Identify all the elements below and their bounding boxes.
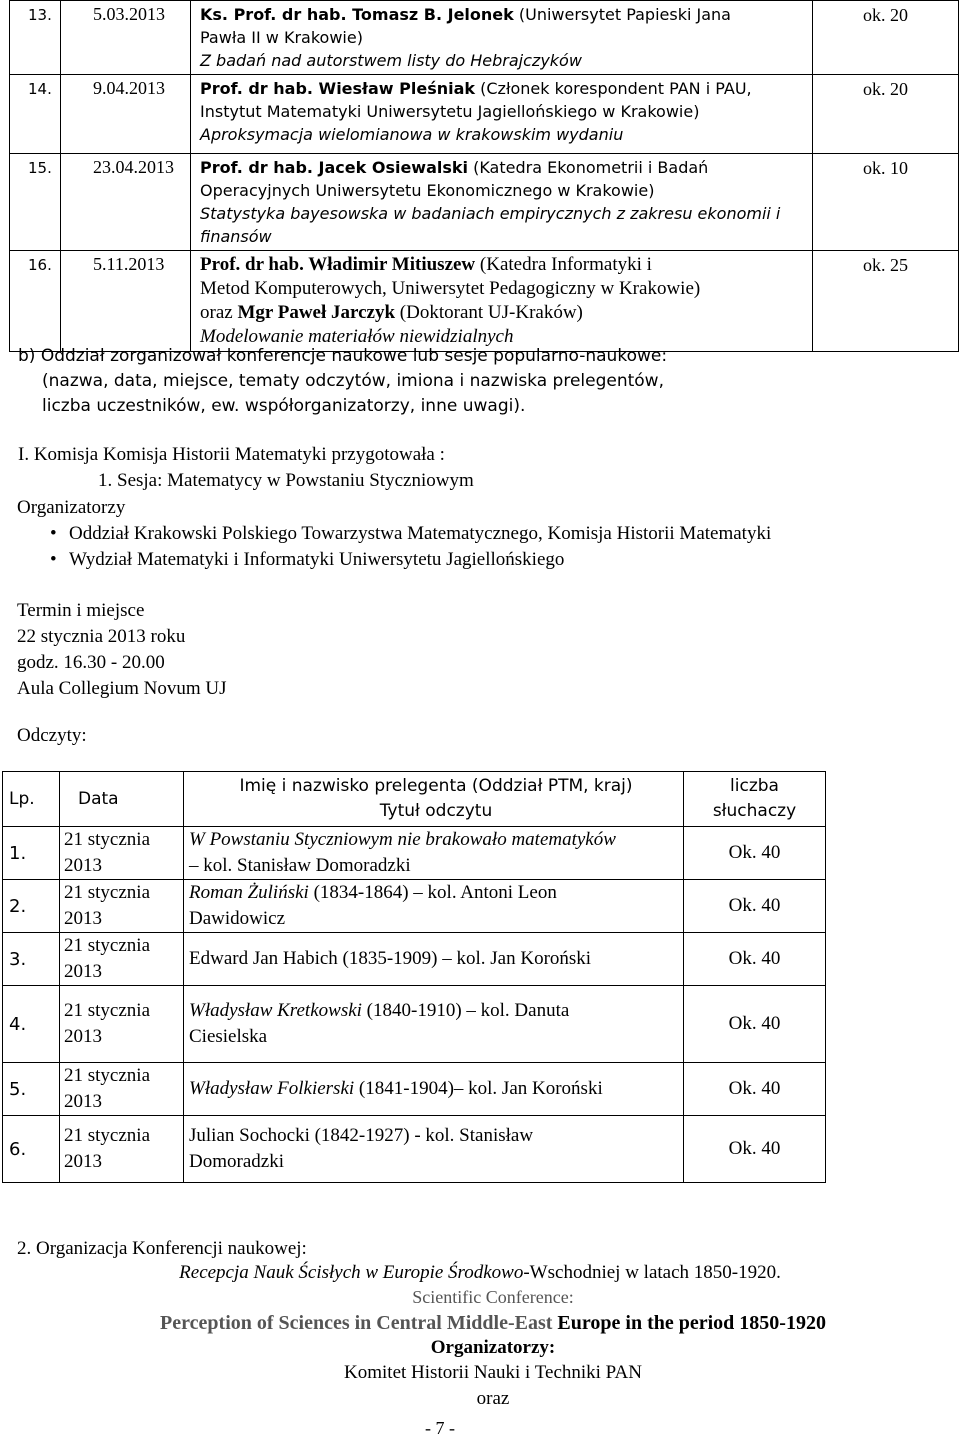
lecture-title-text: Dawidowicz (189, 908, 286, 929)
lecture-title-line (189, 880, 683, 906)
seminar-description-line (200, 49, 812, 72)
lecture-audience-count: Ok. 40 (684, 880, 826, 933)
organizer-item-2 (17, 549, 564, 571)
conference-organizers-label: Organizatorzy: (430, 1337, 556, 1358)
seminar-number: 13. (10, 1, 61, 75)
seminar-description-line (200, 77, 812, 100)
seminar-date: 9.04.2013 (61, 75, 191, 154)
lectures-label: Odczyty: (17, 725, 87, 746)
affiliation-text: (Katedra Informatyki i (475, 254, 652, 275)
conference-title-pl-rest: -Wschodniej w latach 1850-1920. (523, 1262, 781, 1283)
session-title: 1. Sesja: Matematycy w Powstaniu Styczniowym (98, 470, 474, 491)
lecture-title: Z badań nad autorstwem listy do Hebrajczyków (200, 51, 582, 70)
lecture-title-text: Władysław Kretkowski (189, 1000, 362, 1021)
term-time: godz. 16.30 - 20.00 (17, 652, 165, 673)
lecture-title: Aproksymacja wielomianowa w krakowskim wydaniu (200, 125, 624, 144)
header-date: Data (60, 772, 184, 827)
lecture-title-text: (1834-1864) – kol. Antoni Leon (308, 882, 557, 903)
lecture-date (60, 933, 184, 986)
bullet-icon: • (50, 523, 57, 544)
conference-title-en-gray: Perception of Sciences in Central Middle-East (160, 1312, 553, 1334)
seminar-number: 16. (10, 251, 61, 352)
lecture-title-line (189, 998, 683, 1024)
seminar-description-line (200, 253, 812, 277)
seminar-date: 5.11.2013 (61, 251, 191, 352)
lecture-audience-count: Ok. 40 (684, 1116, 826, 1183)
seminar-row (10, 1, 959, 75)
seminar-description-line (200, 202, 812, 225)
lecture-title-cell (184, 986, 684, 1063)
seminar-description-line (200, 179, 812, 202)
term-date: 22 stycznia 2013 roku (17, 626, 186, 647)
seminar-description (191, 154, 813, 251)
organizer-name: Oddział Krakowski Polskiego Towarzystwa Matematycznego, Komisja Historii Matematyki (69, 523, 772, 544)
lecture-date-day: 21 stycznia (64, 829, 151, 850)
seminar-attendance: ok. 25 (813, 251, 959, 352)
seminar-description-line (200, 225, 812, 248)
lecture-row (3, 827, 826, 880)
lecture-number: 2. (3, 880, 60, 933)
lecture-audience-count: Ok. 40 (684, 986, 826, 1063)
lecture-title-text: – kol. Stanisław Domoradzki (189, 855, 411, 876)
lecture-title-line (189, 1149, 683, 1175)
lecture-date-day: 21 stycznia (64, 1125, 151, 1146)
speaker-name: Ks. Prof. dr hab. Tomasz B. Jelonek (200, 5, 514, 24)
lecture-row (3, 880, 826, 933)
seminar-row (10, 75, 959, 154)
lecture-title-cell (184, 1116, 684, 1183)
header-title-line-1: Imię i nazwisko prelegenta (Oddział PTM, kraj) (239, 776, 633, 796)
lecture-date (60, 1116, 184, 1183)
lecture-row (3, 1063, 826, 1116)
seminar-number: 15. (10, 154, 61, 251)
seminar-date: 5.03.2013 (61, 1, 191, 75)
lecture-date (60, 827, 184, 880)
speaker-name: Prof. dr hab. Wiesław Pleśniak (200, 79, 476, 98)
scientific-conference-label: Scientific Conference: (412, 1287, 574, 1307)
seminar-description-line (200, 123, 812, 146)
affiliation-text: Operacyjnych Uniwersytetu Ekonomicznego w Krakowie) (200, 181, 655, 200)
affiliation-text: Metod Komputerowych, Uniwersytet Pedagogiczny w Krakowie) (200, 278, 701, 299)
lecture-date (60, 986, 184, 1063)
lecture-title-line (189, 946, 683, 972)
lecture-date-year: 2013 (64, 961, 102, 982)
section-b-line-1: b) Oddział zorganizował konferencje naukowe lub sesje popularno-naukowe: (18, 346, 668, 366)
lecture-title: Statystyka bayesowska w badaniach empirycznych z zakresu ekonomii i (200, 204, 781, 223)
lecture-date-day: 21 stycznia (64, 1000, 151, 1021)
seminar-row (10, 251, 959, 352)
organizers-label: Organizatorzy (17, 497, 126, 518)
seminar-date: 23.04.2013 (61, 154, 191, 251)
commission-heading: I. Komisja Komisja Historii Matematyki przygotowała : (18, 444, 445, 465)
seminar-number: 14. (10, 75, 61, 154)
affiliation-text: Pawła II w Krakowie) (200, 28, 363, 47)
lecture-date (60, 1063, 184, 1116)
bullet-icon: • (50, 549, 57, 570)
lecture-title-cell (184, 1063, 684, 1116)
lecture-row (3, 986, 826, 1063)
lecture-date-day: 21 stycznia (64, 882, 151, 903)
lecture-title-text: Ciesielska (189, 1026, 268, 1047)
lecture-title-text: Domoradzki (189, 1151, 284, 1172)
lecture-title-text: W Powstaniu Styczniowym nie brakowało matematyków (189, 829, 616, 850)
lecture-number: 3. (3, 933, 60, 986)
lecture-audience-count: Ok. 40 (684, 827, 826, 880)
lecture-date-day: 21 stycznia (64, 935, 151, 956)
lecture-title-line (189, 827, 683, 853)
lecture-number: 5. (3, 1063, 60, 1116)
conference-organizer: Komitet Historii Nauki i Techniki PAN (344, 1362, 642, 1383)
header-count-line-2: słuchaczy (712, 801, 797, 821)
seminar-attendance: ok. 20 (813, 1, 959, 75)
header-lp: Lp. (3, 772, 60, 827)
speaker-name: Mgr Paweł Jarczyk (237, 302, 396, 323)
seminar-description (191, 1, 813, 75)
affiliation-text: (Uniwersytet Papieski Jana (513, 5, 731, 24)
seminar-attendance: ok. 20 (813, 75, 959, 154)
seminar-table-body (10, 1, 959, 352)
lecture-title-line (189, 906, 683, 932)
affiliation-text: (Doktorant UJ-Kraków) (395, 302, 583, 323)
conference-title-pl (0, 1262, 960, 1284)
header-count (684, 772, 826, 827)
seminar-description-line (200, 301, 812, 325)
lecture-number: 1. (3, 827, 60, 880)
seminar-description (191, 251, 813, 352)
conference-heading: 2. Organizacja Konferencji naukowej: (17, 1238, 307, 1259)
lecture-audience-count: Ok. 40 (684, 933, 826, 986)
lecture-date-year: 2013 (64, 1151, 102, 1172)
lecture-title-text: Roman Żuliński (189, 882, 309, 903)
lecture-title-text: (1841-1904)– kol. Jan Koroński (354, 1078, 603, 1099)
affiliation-text: Instytut Matematyki Uniwersytetu Jagiellońskiego w Krakowie) (200, 102, 700, 121)
conference-title-en (0, 1312, 960, 1335)
lecture-number: 6. (3, 1116, 60, 1183)
affiliation-text: (Katedra Ekonometrii i Badań (468, 158, 709, 177)
organizer-name: Wydział Matematyki i Informatyki Uniwersytetu Jagiellońskiego (69, 549, 565, 570)
header-title (184, 772, 684, 827)
lecture-title-line (189, 1123, 683, 1149)
seminar-description-line (200, 100, 812, 123)
lecture-row (3, 933, 826, 986)
lecture-title-line (189, 853, 683, 879)
seminar-description-line (200, 156, 812, 179)
seminar-row (10, 154, 959, 251)
lecture-title-line (189, 1024, 683, 1050)
lecture-date-year: 2013 (64, 855, 102, 876)
lecture-date-year: 2013 (64, 1091, 102, 1112)
affiliation-text: (Członek korespondent PAN i PAU, (475, 79, 752, 98)
page-number: - 7 - (425, 1418, 455, 1438)
affiliation-text: oraz (200, 302, 238, 323)
header-count-line-1: liczba (730, 776, 779, 796)
lecture-title-text: Edward Jan Habich (1835-1909) – kol. Jan Koroński (189, 948, 592, 969)
lecture-date-year: 2013 (64, 908, 102, 929)
section-b-line-3: liczba uczestników, ew. współorganizatorzy, inne uwagi). (42, 396, 526, 416)
lecture-title: Modelowanie materiałów niewidzialnych (200, 326, 514, 347)
term-place: Aula Collegium Novum UJ (17, 678, 227, 699)
seminar-description (191, 75, 813, 154)
speaker-name: Prof. dr hab. Władimir Mitiuszew (200, 254, 476, 275)
lecture-title-line (189, 1076, 683, 1102)
seminar-table (9, 0, 959, 352)
lecture-title-text: Julian Sochocki (1842-1927) - kol. Stanisław (189, 1125, 534, 1146)
seminar-description-line (200, 277, 812, 301)
term-label: Termin i miejsce (17, 600, 145, 621)
lectures-header-row (3, 772, 826, 827)
lecture-date-day: 21 stycznia (64, 1065, 151, 1086)
seminar-attendance: ok. 10 (813, 154, 959, 251)
organizer-item-1 (17, 523, 771, 545)
lecture-title-text: Władysław Folkierski (189, 1078, 355, 1099)
seminar-description-line (200, 26, 812, 49)
lecture-row (3, 1116, 826, 1183)
lecture-title-cell (184, 880, 684, 933)
lectures-table-body (3, 772, 826, 1183)
seminar-description-line (200, 3, 812, 26)
lecture-date-year: 2013 (64, 1026, 102, 1047)
lecture-title-cell (184, 827, 684, 880)
lecture-number: 4. (3, 986, 60, 1063)
lecture-title-cell (184, 933, 684, 986)
lecture-audience-count: Ok. 40 (684, 1063, 826, 1116)
conference-title-pl-italic: Recepcja Nauk Ścisłych w Europie Środkowo (179, 1262, 524, 1283)
conference-oraz: oraz (476, 1388, 510, 1409)
section-b-line-2: (nazwa, data, miejsce, tematy odczytów, imiona i nazwiska prelegentów, (42, 371, 664, 391)
lecture-title: finansów (200, 227, 272, 246)
speaker-name: Prof. dr hab. Jacek Osiewalski (200, 158, 469, 177)
lectures-table (2, 771, 826, 1183)
header-title-line-2: Tytuł odczytu (379, 801, 493, 821)
lecture-title-text: (1840-1910) – kol. Danuta (361, 1000, 570, 1021)
conference-title-en-black: Europe in the period 1850-1920 (552, 1312, 826, 1334)
lecture-date (60, 880, 184, 933)
